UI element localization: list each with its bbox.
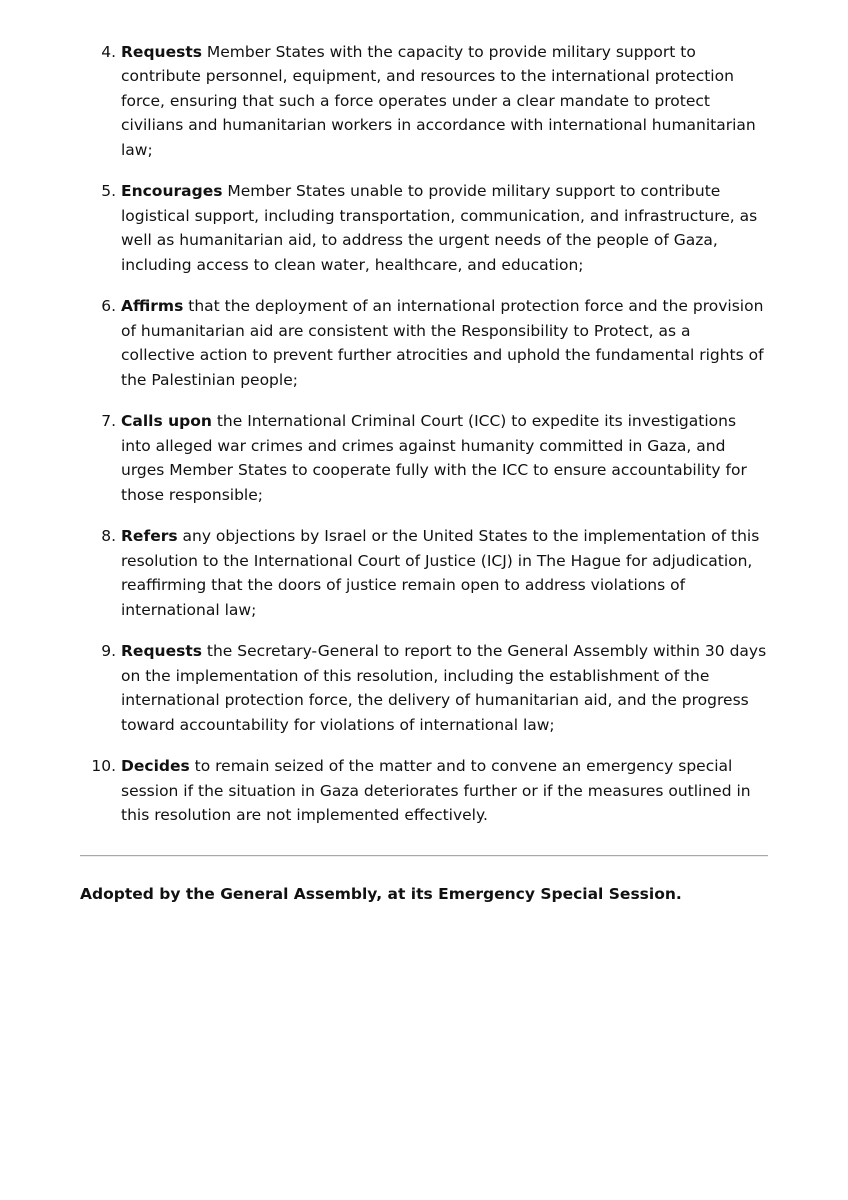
clause-text: to remain seized of the matter and to convene an emergency special session if the situation in Gaza deteriorates further or if the measures outlined in this resolution are not implemented effectively.: [121, 757, 751, 825]
adoption-statement: Adopted by the General Assembly, at its Emergency Special Session.: [80, 884, 682, 903]
clause-lead: Calls upon: [121, 412, 212, 431]
clause-text: any objections by Israel or the United States to the implementation of this resolution to the International Court of Justice (ICJ) in The Hague for adjudication, reaffirming that the doors of justice remain open to address violations of international law;: [121, 527, 760, 619]
resolution-clause-7: [121, 409, 768, 507]
clause-text: the International Criminal Court (ICC) to expedite its investigations into alleged war crimes and crimes against humanity committed in Gaza, and urges Member States to cooperate fully with the ICC to ensure accountability for those responsible;: [121, 412, 747, 504]
resolution-clause-6: [121, 294, 768, 392]
clause-lead: Requests: [121, 642, 202, 661]
resolution-clause-10: [121, 754, 768, 827]
clause-lead: Encourages: [121, 182, 223, 201]
resolution-clause-5: [121, 179, 768, 277]
clause-lead: Affirms: [121, 297, 184, 316]
resolution-clause-4: [121, 40, 768, 162]
clause-text: Member States unable to provide military support to contribute logistical support, including transportation, communication, and infrastructure, as well as humanitarian aid, to address the urgent needs of the people of Gaza, including access to clean water, healthcare, and education;: [121, 182, 758, 274]
clause-lead: Decides: [121, 757, 190, 776]
resolution-clause-list: [80, 40, 768, 828]
clause-text: that the deployment of an international protection force and the provision of humanitarian aid are consistent with the Responsibility to Protect, as a collective action to prevent further atrocities and uphold the fundamental rights of the Palestinian people;: [121, 297, 764, 389]
clause-text: Member States with the capacity to provide military support to contribute personnel, equipment, and resources to the international protection force, ensuring that such a force operates under a clear mandate to protect civilians and humanitarian workers in accordance with international humanitarian law;: [121, 43, 756, 159]
clause-text: the Secretary-General to report to the General Assembly within 30 days on the implementation of this resolution, including the establishment of the international protection force, the delivery of humanitarian aid, and the progress toward accountability for violations of international law;: [121, 642, 767, 734]
resolution-clause-8: [121, 524, 768, 622]
resolution-clause-9: [121, 639, 768, 737]
clause-lead: Refers: [121, 527, 178, 546]
footer-divider: [80, 855, 768, 857]
clause-lead: Requests: [121, 43, 202, 61]
